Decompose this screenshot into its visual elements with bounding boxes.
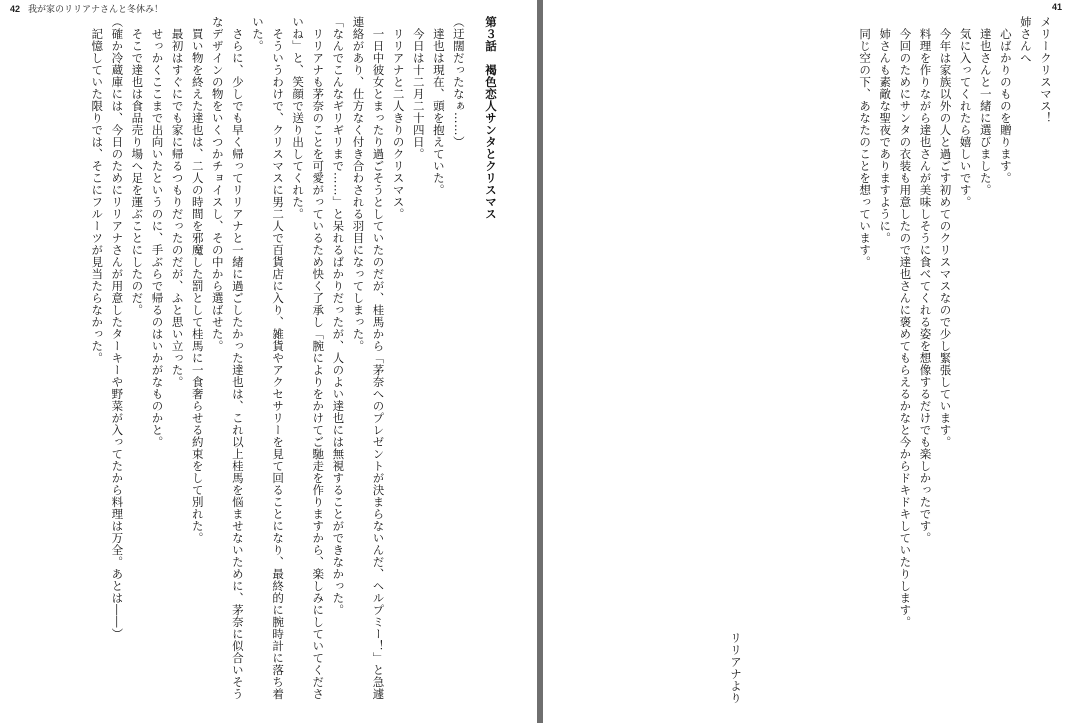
letter-line: メリークリスマス！ (1039, 16, 1053, 124)
letter-line: 達也さんと一緒に選びました。 (978, 27, 993, 196)
paragraph: 今日は十二月二十四日。 (411, 27, 426, 160)
paragraph: 一日中彼女とまったり過ごそうとしていたのだが、桂馬から「茅奈へのプレゼントが決まらないんだ、ヘルプミー！」と急遽連絡があり、仕方なく付き合わされる羽目になってしまった。 (351, 16, 386, 700)
letter-body (796, 16, 1056, 706)
running-header: 我が家のリリアナさんと冬休み！ (28, 4, 164, 14)
paragraph: そういうわけで、クリスマスに男二人で百貨店に入り、雑貨やアクセサリーを見て回ることになり、最終的に腕時計に落ち着いた。 (250, 16, 286, 700)
letter-line: 同じ空の下、あなたのことを想っています。 (858, 27, 873, 268)
paragraph: （迂闊だったなぁ……） (451, 16, 466, 148)
letter-line: 今回のためにサンタの衣装も用意したので達也さんに褒めてもらえるかなと今からドキドキしていたりします。 (898, 27, 913, 628)
paragraph: 最初はすぐにでも家に帰るつもりだったのだが、ふと思い立った。 (170, 27, 185, 388)
letter-line: 姉さんへ (1018, 16, 1033, 64)
paragraph: 達也は現在、頭を抱えていた。 (431, 27, 446, 196)
left-page-header (10, 2, 163, 15)
paragraph: そこで達也は食品売り場へ足を運ぶことにしたのだ。 (130, 27, 145, 316)
paragraph: （確か冷蔵庫には、今日のためにリリアナさんが用意したターキーや野菜が入ってたから料理は万全。あとは――） (110, 16, 125, 640)
letter-line: 料理を作りながら達也さんが美味しそうに食べてくれる姿を想像するだけでも楽しかったです。 (918, 27, 933, 544)
right-page-number: 41 (1051, 2, 1062, 12)
paragraph: 記憶していた限りでは、そこにフルーツが見当たらなかった。 (90, 27, 105, 364)
paragraph: リリアナも茅奈のことを可愛がっているため快く了承し「腕によりをかけてご馳走を作りますから、楽しみにしていてくださいね」と、笑顔で送り出してくれた。 (291, 16, 326, 700)
paragraph: 「なんでこんなギリギリまで……」と呆れるばかりだったが、人のよい達也には無視することができなかった。 (331, 16, 346, 616)
left-page (0, 0, 537, 723)
letter-line: 今年は家族以外の人と過ごす初めてのクリスマスなので少し緊張しています。 (938, 27, 953, 448)
letter-line: 心ばかりのものを贈ります。 (998, 27, 1013, 184)
letter-signature: リリアナより (729, 632, 743, 704)
letter-line: 気に入ってくれたら嬉しいです。 (958, 27, 973, 208)
paragraph: せっかくここまで出向いたというのに、手ぶらで帰るのはいかがなものかと。 (150, 27, 165, 448)
letter-line: 姉さんも素敵な聖夜でありますように。 (878, 27, 893, 244)
paragraph: さらに、少しでも早く帰ってリリアナと一緒に過ごしたかった達也は、これ以上桂馬を悩ませないために、茅奈に似合いそうなデザインの物をいくつかチョイスし、その中から選ばせた。 (210, 16, 245, 700)
left-page-body (33, 16, 513, 706)
paragraph: リリアナと二人きりのクリスマス。 (391, 27, 406, 220)
right-page (543, 0, 1080, 723)
chapter-title: 第３話 褐色恋人サンタとクリスマス (484, 16, 498, 220)
paragraph: 買い物を終えた達也は、二人の時間を邪魔した罰として桂馬に一食奢らせる約束をして別れた。 (190, 27, 205, 544)
left-page-number: 42 (10, 4, 21, 14)
